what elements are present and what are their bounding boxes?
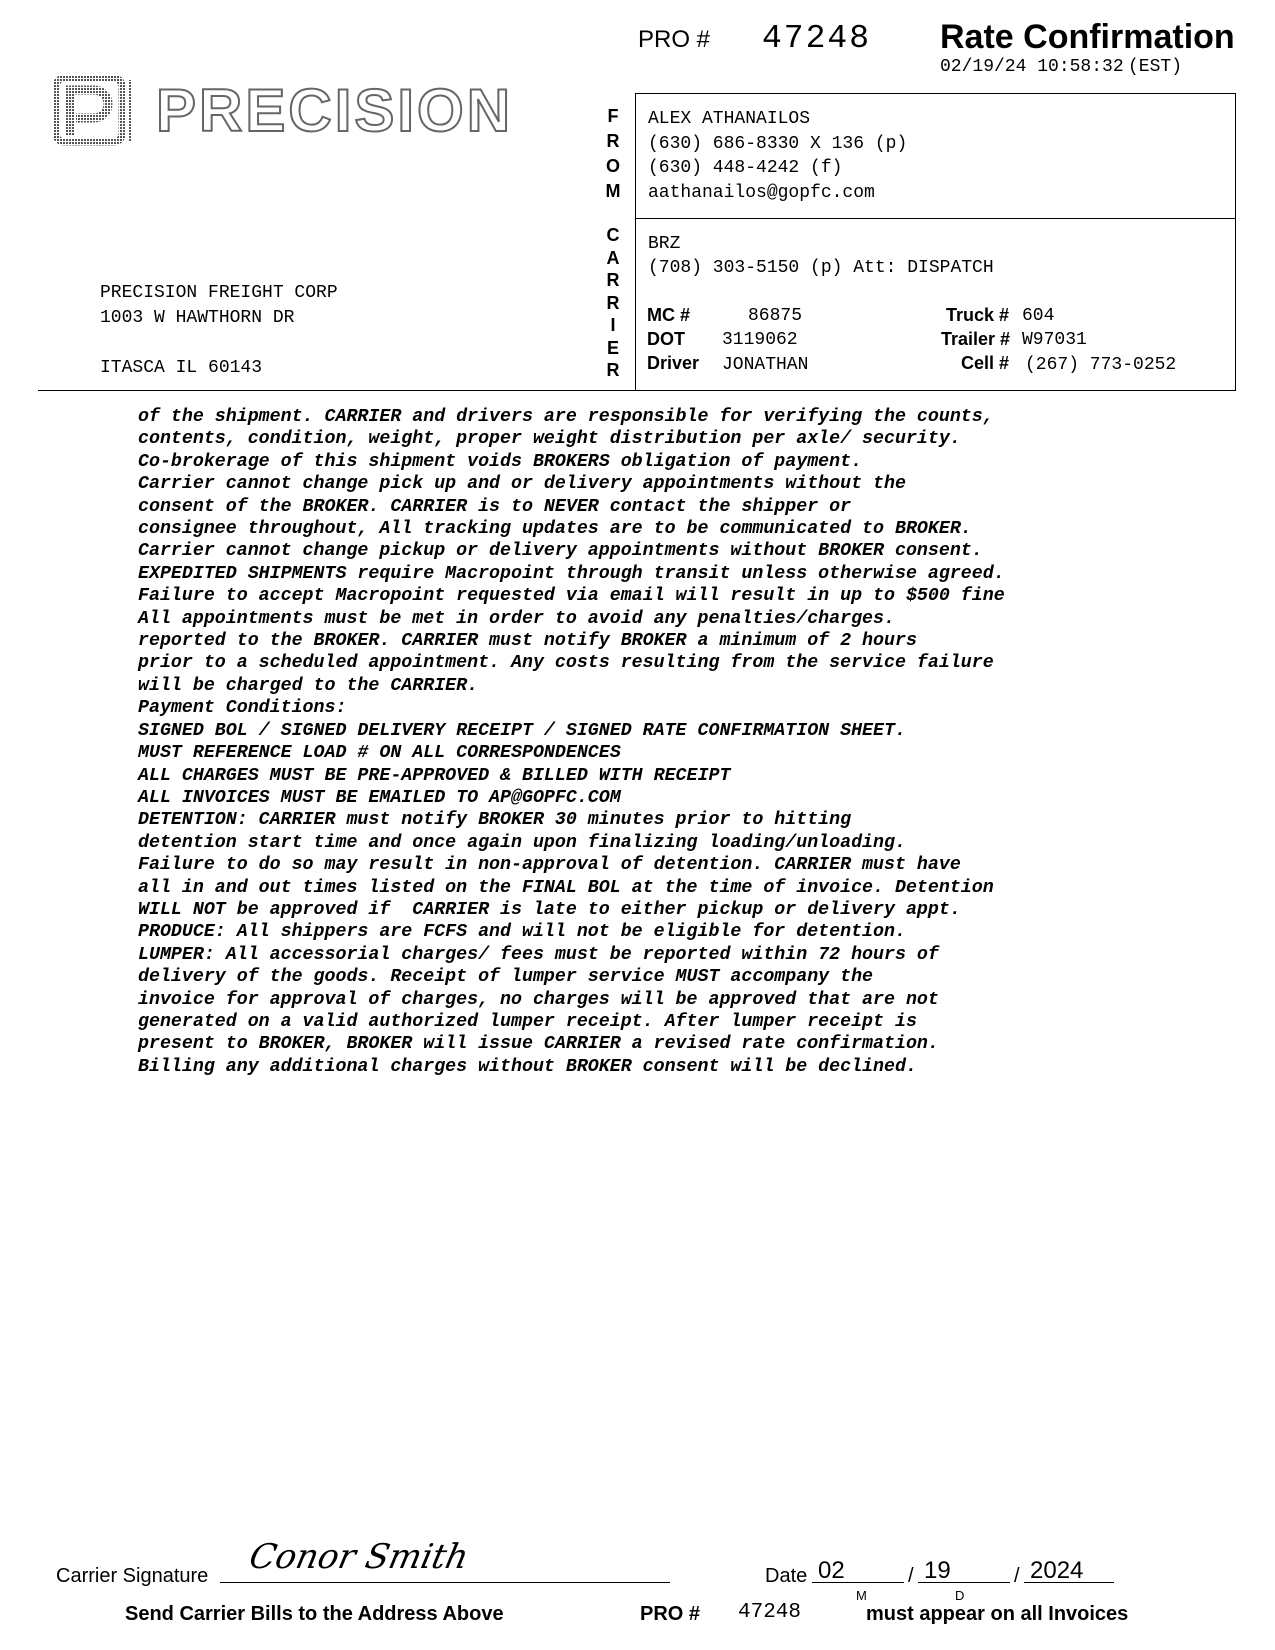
terms-line: contents, condition, weight, proper weight distribution per axle/ security.: [138, 429, 961, 450]
logo-text: PRECISION: [156, 77, 514, 144]
carrier-vertical-label: C A R R I E R: [606, 225, 620, 380]
pro-label: PRO #: [638, 26, 711, 53]
cell-value: (267) 773-0252: [1025, 355, 1177, 375]
terms-line: consignee throughout, All tracking updates are to be communicated to BROKER.: [138, 519, 972, 540]
date-slash: /: [908, 1565, 914, 1587]
terms-line: WILL NOT be approved if CARRIER is late to either pickup or delivery appt.: [138, 899, 961, 920]
terms-line: detention start time and once again upon finalizing loading/unloading.: [138, 832, 906, 853]
date-year[interactable]: 2024: [1030, 1557, 1084, 1584]
terms-line: ALL INVOICES MUST BE EMAILED TO AP@GOPFC.COM: [138, 787, 621, 808]
send-bills-note: Send Carrier Bills to the Address Above: [125, 1603, 504, 1625]
driver-label: Driver: [647, 353, 700, 373]
terms-line: prior to a scheduled appointment. Any costs resulting from the service failure: [138, 653, 994, 674]
terms-line: reported to the BROKER. CARRIER must notify BROKER a minimum of 2 hours: [138, 631, 917, 652]
broker-name: PRECISION FREIGHT CORP: [100, 283, 338, 303]
carrier-box: [635, 217, 1236, 391]
broker-city: ITASCA IL 60143: [100, 358, 263, 378]
from-box: [635, 93, 1236, 219]
terms-line: will be charged to the CARRIER.: [138, 675, 479, 696]
terms-line: Carrier cannot change pick up and or delivery appointments without the: [138, 474, 906, 495]
terms-line: ALL CHARGES MUST BE PRE-APPROVED & BILLED WITH RECEIPT: [138, 765, 731, 786]
terms-line: All appointments must be met in order to avoid any penalties/charges.: [138, 608, 895, 629]
trailer-value: W97031: [1022, 330, 1087, 350]
date-slash: /: [1014, 1565, 1020, 1587]
from-vertical-label: F R O M: [605, 106, 621, 201]
day-caption: D: [955, 1588, 965, 1603]
terms-line: of the shipment. CARRIER and drivers are responsible for verifying the counts,: [138, 407, 994, 427]
timestamp: 02/19/24 10:58:32: [940, 57, 1124, 77]
date-month[interactable]: 02: [818, 1557, 845, 1584]
carrier-phone: (708) 303-5150 (p) Att: DISPATCH: [648, 258, 994, 278]
must-appear-note: must appear on all Invoices: [866, 1603, 1129, 1625]
header-separator: [38, 390, 1236, 391]
date-day[interactable]: 19: [924, 1557, 951, 1584]
from-contact: ALEX ATHANAILOS: [648, 109, 811, 129]
date-label: Date: [765, 1565, 808, 1587]
terms-block: [138, 406, 1005, 1078]
broker-street: 1003 W HAWTHORN DR: [100, 308, 295, 328]
trailer-label: Trailer #: [941, 329, 1011, 349]
terms-line: Payment Conditions:: [138, 698, 347, 719]
terms-line: DETENTION: CARRIER must notify BROKER 30 minutes prior to hitting: [138, 810, 852, 831]
terms-line: EXPEDITED SHIPMENTS require Macropoint through transit unless otherwise agreed.: [138, 563, 1005, 584]
signature-line[interactable]: [220, 1582, 670, 1583]
terms-line: consent of the BROKER. CARRIER is to NEVER contact the shipper or: [138, 496, 852, 517]
truck-value: 604: [1022, 306, 1055, 326]
month-caption: M: [856, 1588, 867, 1603]
cell-label: Cell #: [961, 353, 1010, 373]
dot-label: DOT: [647, 329, 685, 349]
dot-value: 3119062: [722, 330, 798, 350]
timezone: (EST): [1128, 57, 1183, 77]
terms-line: invoice for approval of charges, no charges will be approved that are not: [138, 989, 939, 1010]
signature-text[interactable]: Conor Smith: [245, 1537, 473, 1577]
footer-pro-number: 47248: [738, 1601, 802, 1624]
terms-line: Failure to do so may result in non-approval of detention. CARRIER must have: [138, 855, 961, 876]
terms-line: LUMPER: All accessorial charges/ fees must be reported within 72 hours of: [138, 944, 939, 965]
truck-label: Truck #: [946, 305, 1010, 325]
mc-value: 86875: [748, 306, 803, 326]
precision-p-logo-icon: [54, 76, 134, 146]
signature-label: Carrier Signature: [56, 1565, 209, 1587]
terms-line: PRODUCE: All shippers are FCFS and will not be eligible for detention.: [138, 922, 906, 943]
carrier-name: BRZ: [648, 234, 681, 254]
terms-line: Carrier cannot change pickup or delivery appointments without BROKER consent.: [138, 541, 983, 562]
terms-line: Co-brokerage of this shipment voids BROKERS obligation of payment.: [138, 451, 863, 472]
terms-line: delivery of the goods. Receipt of lumper service MUST accompany the: [138, 967, 874, 988]
terms-line: Failure to accept Macropoint requested via email will result in up to $500 fine: [138, 586, 1005, 607]
from-email[interactable]: aathanailos@gopfc.com: [648, 183, 875, 203]
terms-line: MUST REFERENCE LOAD # ON ALL CORRESPONDENCES: [138, 743, 621, 764]
pro-number: 47248: [762, 20, 872, 57]
footer-pro-label: PRO #: [640, 1603, 701, 1625]
terms-line: Billing any additional charges without BROKER consent will be declined.: [138, 1056, 917, 1077]
from-fax: (630) 448-4242 (f): [648, 158, 843, 178]
terms-line: generated on a valid authorized lumper receipt. After lumper receipt is: [138, 1011, 917, 1032]
terms-line: SIGNED BOL / SIGNED DELIVERY RECEIPT / SIGNED RATE CONFIRMATION SHEET.: [138, 720, 906, 741]
driver-value: JONATHAN: [722, 355, 809, 375]
mc-label: MC #: [647, 305, 691, 325]
terms-line: all in and out times listed on the FINAL BOL at the time of invoice. Detention: [138, 877, 994, 898]
page-title: Rate Confirmation: [940, 18, 1235, 56]
from-phone: (630) 686-8330 X 136 (p): [648, 134, 908, 154]
terms-line: present to BROKER, BROKER will issue CARRIER a revised rate confirmation.: [138, 1034, 939, 1055]
